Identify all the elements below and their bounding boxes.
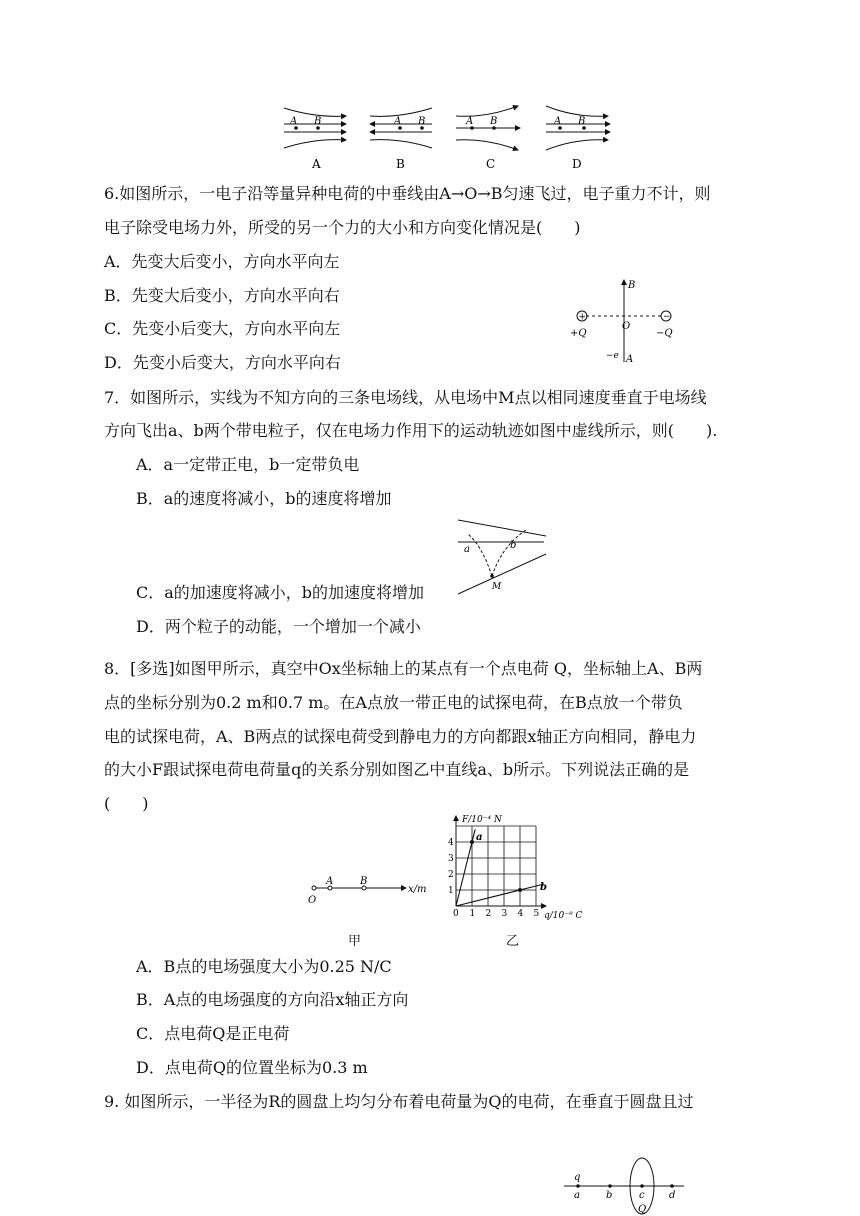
opt-a-pointB: B — [314, 116, 322, 127]
y-tick-label: 3 — [448, 854, 454, 864]
svg-text:−: − — [663, 312, 671, 322]
x-tick-label: 0 — [453, 909, 459, 919]
q8-yi-xlabel: q/10⁻⁹ C — [544, 911, 583, 921]
q9-fig-Q: Q — [638, 1204, 647, 1215]
q9-fig-c: c — [639, 1190, 645, 1201]
q6-stem-line2: 电子除受电场力外，所受的另一个力的大小和方向变化情况是( ) — [104, 218, 581, 237]
y-tick-label: 4 — [448, 838, 454, 848]
q7-stem-line1: 7．如图所示，实线为不知方向的三条电场线，从电场中M点以相同速度垂直于电场线 — [104, 388, 707, 407]
q6-stem-line1: 6.如图所示，一电子沿等量异种电荷的中垂线由A→O→B匀速飞过，电子重力不计，则 — [104, 184, 711, 203]
q8-option-d: D．点电荷Q的位置坐标为0.3 m — [136, 1058, 368, 1077]
q9-fig-b: b — [606, 1190, 613, 1201]
q8-stem-line4: 的大小F跟试探电荷电荷量q的关系分别如图乙中直线a、b所示。下列说法正确的是 — [104, 760, 690, 779]
q8-jia-B: B — [360, 876, 368, 887]
q6-fig-O: O — [622, 321, 631, 332]
option-label-d: D — [572, 157, 582, 171]
y-tick-label: 2 — [448, 870, 454, 880]
x-tick-label: 1 — [469, 909, 476, 919]
opt-a-pointA: A — [290, 116, 298, 127]
q6-option-c: C．先变小后变大，方向水平向左 — [104, 319, 341, 338]
svg-text:+: + — [578, 312, 587, 323]
series-point-a — [470, 840, 474, 844]
q7-figure — [454, 516, 554, 596]
q8-chart-yi — [440, 810, 620, 928]
opt-b-pointB: B — [418, 116, 426, 127]
q9-figure — [560, 1152, 690, 1216]
option-b-diagram — [370, 108, 432, 148]
q8-jia-A: A — [326, 876, 334, 887]
opt-c-pointA: A — [466, 116, 474, 127]
q8-option-b: B．A点的电场强度的方向沿x轴正方向 — [136, 990, 409, 1009]
opt-d-pointA: A — [554, 116, 562, 127]
series-point-b — [518, 888, 522, 892]
q6-fig-A: A — [626, 354, 634, 365]
q7-stem-line2: 方向飞出a、b两个带电粒子，仅在电场力作用下的运动轨迹如图中虚线所示，则( ). — [104, 421, 718, 440]
q6-fig-B: B — [628, 280, 636, 291]
q9-stem-line1: 9. 如图所示，一半径为R的圆盘上均匀分布着电荷量为Q的电荷，在垂直于圆盘且过 — [104, 1092, 694, 1111]
y-tick-label: 1 — [448, 886, 454, 896]
series-line-b — [456, 884, 544, 906]
q9-fig-d: d — [669, 1190, 676, 1201]
q8-stem-line5: ( ) — [104, 794, 149, 813]
q6-option-b: B．先变大后变小，方向水平向右 — [104, 286, 340, 305]
x-tick-label: 5 — [533, 909, 540, 919]
q6-fig-minus: −Q — [656, 328, 673, 339]
series-label-b: b — [540, 882, 547, 893]
q8-stem-line2: 点的坐标分别为0.2 m和0.7 m。在A点放一带正电的试探电荷，在B点放一个带负 — [104, 693, 683, 712]
option-label-c: C — [486, 157, 496, 171]
q8-option-c: C．点电荷Q是正电荷 — [136, 1024, 290, 1043]
option-label-b: B — [396, 157, 405, 171]
q9-fig-q: q — [574, 1172, 581, 1183]
q7-option-a: A．a一定带正电，b一定带负电 — [136, 455, 360, 474]
x-tick-label: 2 — [485, 909, 492, 919]
q6-option-a: A．先变大后变小，方向水平向左 — [104, 252, 340, 271]
options-figure — [276, 100, 616, 172]
q7-option-b: B．a的速度将减小，b的速度将增加 — [136, 489, 392, 508]
q7-option-c: C．a的加速度将减小，b的加速度将增加 — [136, 583, 425, 602]
q6-option-d: D．先变小后变大，方向水平向右 — [104, 353, 341, 372]
option-d-diagram — [546, 106, 610, 150]
q8-caption-yi: 乙 — [506, 934, 520, 949]
q8-caption-jia: 甲 — [348, 934, 362, 949]
q7-option-d: D．两个粒子的动能，一个增加一个减小 — [136, 617, 421, 636]
q8-yi-ylabel: F/10⁻⁴ N — [462, 815, 502, 825]
option-c-diagram — [456, 106, 520, 150]
q8-figure-jia — [306, 872, 436, 906]
q9-fig-a: a — [574, 1190, 580, 1201]
q8-option-a: A．B点的电场强度大小为0.25 N/C — [136, 957, 392, 976]
option-a-diagram — [284, 108, 346, 148]
q8-stem-line3: 电的试探电荷，A、B两点的试探电荷受到静电力的方向都跟x轴正方向相同，静电力 — [104, 727, 697, 746]
opt-d-pointB: B — [578, 116, 586, 127]
q7-fig-M: M — [492, 582, 502, 592]
x-tick-label: 4 — [517, 909, 524, 919]
q6-figure — [566, 274, 686, 366]
series-label-a: a — [476, 832, 483, 843]
opt-c-pointB: B — [490, 116, 498, 127]
q8-stem-line1: 8．[多选]如图甲所示，真空中Ox坐标轴上的某点有一个点电荷 Q，坐标轴上A、B两 — [104, 659, 703, 678]
q6-fig-plus: +Q — [570, 328, 587, 339]
opt-b-pointA: A — [394, 116, 402, 127]
q6-fig-e: −e — [606, 351, 619, 361]
q7-fig-b: b — [510, 540, 517, 551]
option-label-a: A — [312, 157, 321, 171]
q7-fig-a: a — [464, 544, 470, 555]
q8-jia-O: O — [308, 895, 317, 906]
q8-jia-axis: x/m — [408, 884, 427, 895]
x-tick-label: 3 — [501, 909, 508, 919]
